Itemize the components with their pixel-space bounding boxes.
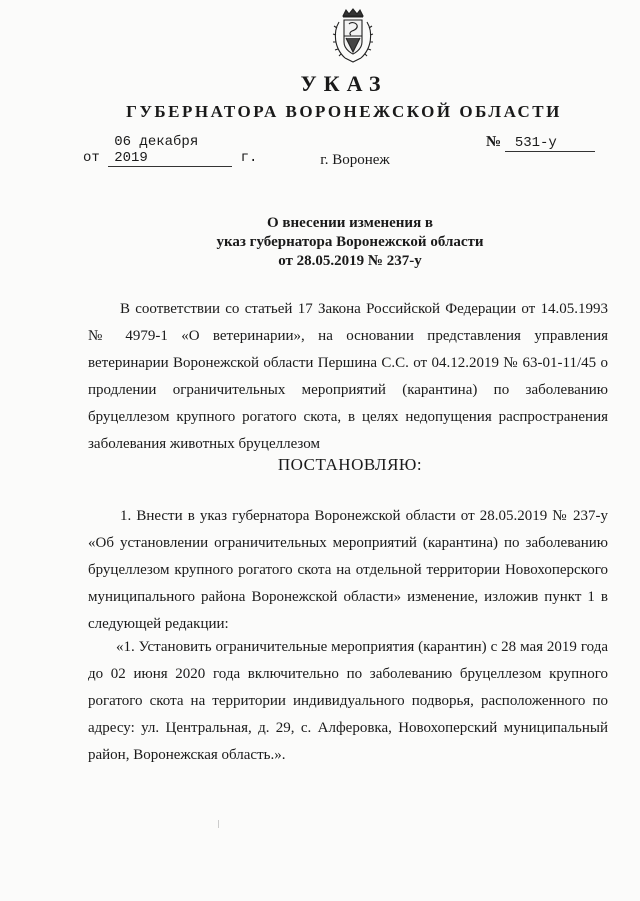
document-type: УКАЗ	[300, 71, 388, 96]
preamble-paragraph: В соответствии со статьей 17 Закона Российской Федерации от 14.05.1993 № 4979-1 «О ветеринарии», на основании представления управления ветеринарии Воронежской области Першина С.С. от 04.12.2019 № 63-01-11/45 о продлении ограничительных мероприятий (карантина) по заболеванию бруцеллезом крупного рогатого скота, в целях недопущения распространения заболевания животных бруцеллезом	[88, 301, 608, 452]
decree-subject	[150, 214, 550, 271]
date-suffix: г.	[240, 150, 258, 166]
number-sign: №	[486, 134, 502, 150]
date-prefix: от	[83, 150, 100, 166]
number-line	[486, 134, 595, 152]
city: г. Воронеж	[320, 152, 390, 168]
subject-line: указ губернатора Воронежской области	[216, 234, 484, 250]
item-1-paragraph: 1. Внести в указ губернатора Воронежской области от 28.05.2019 № 237-у «Об установлении ограничительных мероприятий (карантина) по заболеванию бруцеллезом крупного рогатого скота на отдельной территории Новохоперского муниципального района Воронежской области» изменение, изложив пункт 1 в следующей редакции:	[88, 508, 608, 632]
item-1-quote-paragraph: «1. Установить ограничительные мероприятия (карантин) с 28 мая 2019 года до 02 июня 2020 года включительно по заболеванию бруцеллезом крупного рогатого скота на территории индивидуального подворья, расположенного по адресу: ул. Центральная, д. 29, с. Алферовка, Новохоперский муниципальный район, Воронежская область.».	[88, 639, 608, 763]
date-value: 06 декабря 2019	[108, 134, 232, 167]
decree-word: ПОСТАНОВЛЯЮ:	[277, 455, 423, 474]
issuer-title: ГУБЕРНАТОРА ВОРОНЕЖСКОЙ ОБЛАСТИ	[126, 102, 562, 121]
decree-number: 531-у	[505, 135, 595, 152]
scan-mark	[218, 820, 219, 828]
coat-of-arms-icon	[331, 8, 375, 64]
subject-line: от 28.05.2019 № 237-у	[278, 253, 422, 269]
subject-line: О внесении изменения в	[266, 215, 434, 231]
